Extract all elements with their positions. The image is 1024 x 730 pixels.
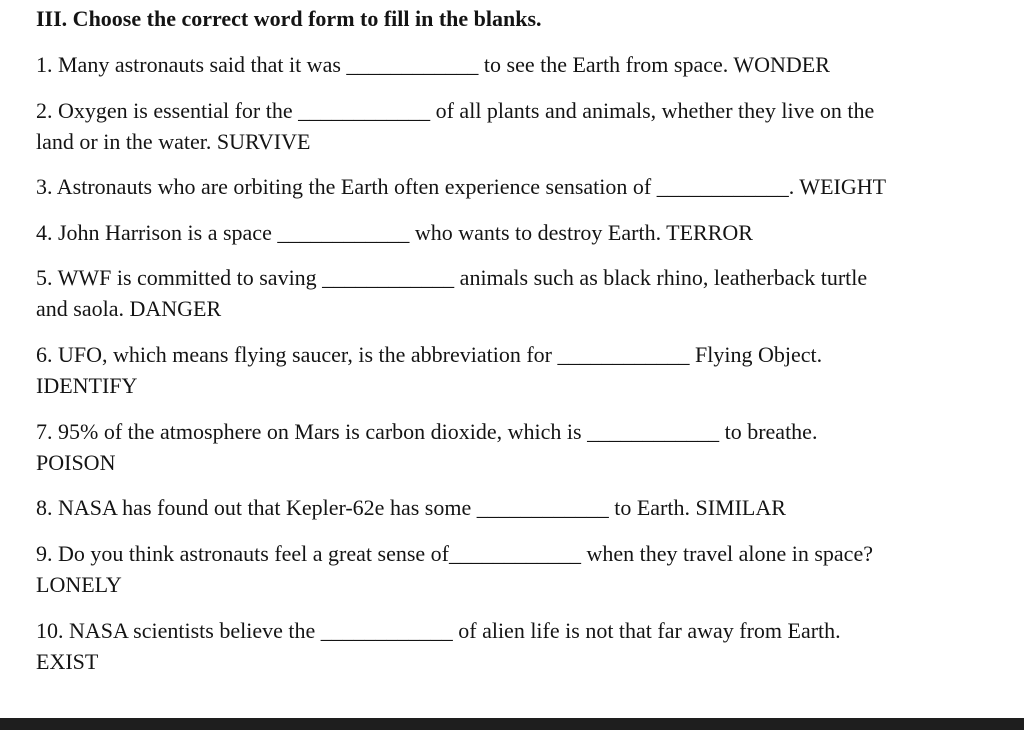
question-5-line-2: and saola. DANGER [36, 296, 222, 321]
question-1-line-1: 1. Many astronauts said that it was ____________ to see the Earth from space. WONDER [36, 52, 830, 77]
question-10-line-1: 10. NASA scientists believe the ____________ of alien life is not that far away from Earth. [36, 618, 841, 643]
question-6-line-2: IDENTIFY [36, 373, 138, 398]
bottom-dark-strip [0, 718, 1024, 730]
question-7-line-2: POISON [36, 450, 116, 475]
question-2-line-1: 2. Oxygen is essential for the ____________ of all plants and animals, whether they live on the [36, 98, 875, 123]
question-4-line-1: 4. John Harrison is a space ____________ who wants to destroy Earth. TERROR [36, 220, 753, 245]
exercise-heading: III. Choose the correct word form to fill in the blanks. [36, 6, 542, 31]
question-9-line-1: 9. Do you think astronauts feel a great sense of____________ when they travel alone in space? [36, 541, 873, 566]
question-3-line-1: 3. Astronauts who are orbiting the Earth often experience sensation of ____________. WEIGHT [36, 174, 887, 199]
question-10-line-2: EXIST [36, 649, 99, 674]
question-2-line-2: land or in the water. SURVIVE [36, 129, 311, 154]
question-8-line-1: 8. NASA has found out that Kepler-62e has some ____________ to Earth. SIMILAR [36, 495, 786, 520]
question-9-line-2: LONELY [36, 572, 122, 597]
question-7-line-1: 7. 95% of the atmosphere on Mars is carbon dioxide, which is ____________ to breathe. [36, 419, 818, 444]
question-5-line-1: 5. WWF is committed to saving ____________ animals such as black rhino, leatherback turtle [36, 265, 868, 290]
question-6-line-1: 6. UFO, which means flying saucer, is the abbreviation for ____________ Flying Object. [36, 342, 823, 367]
